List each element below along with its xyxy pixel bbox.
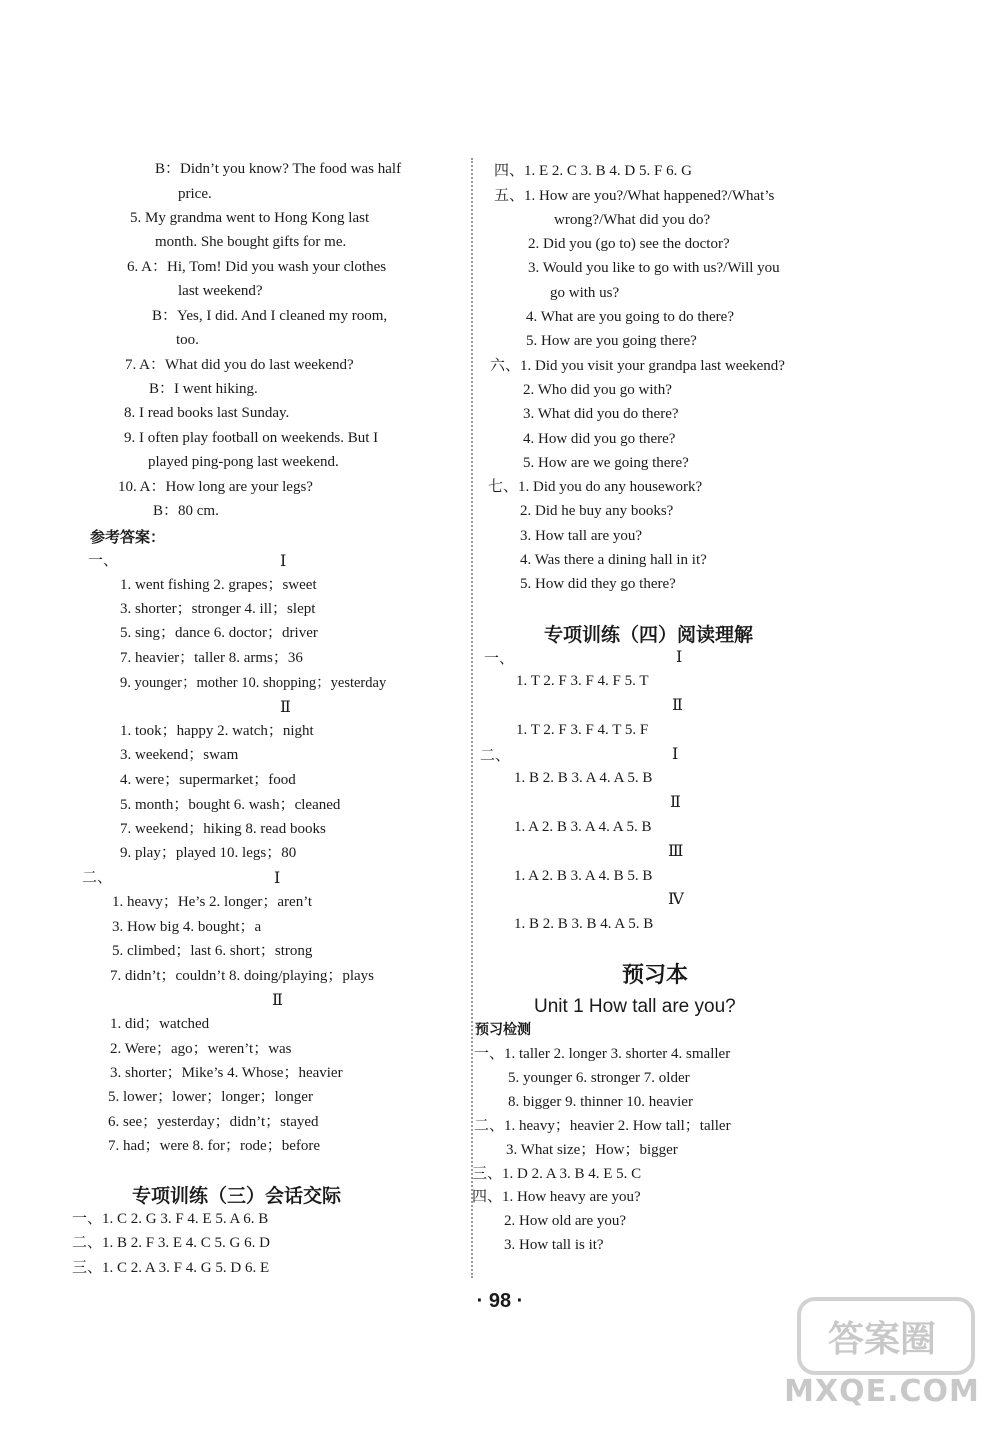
answer-line: 1. B 2. B 3. B 4. A 5. B: [514, 916, 654, 932]
section-label: 二、: [480, 748, 511, 764]
right-line: 4. What are you going to do there?: [526, 309, 734, 325]
answer-line: 5. younger 6. stronger 7. older: [508, 1070, 690, 1086]
roman-numeral: Ⅱ: [280, 697, 291, 716]
unit-title: Unit 1 How tall are you?: [534, 996, 736, 1017]
right-line: 2. Did he buy any books?: [520, 503, 674, 519]
roman-numeral: Ⅰ: [676, 647, 683, 666]
left-line: played ping-pong last weekend.: [148, 454, 339, 470]
roman-numeral: Ⅰ: [280, 551, 287, 570]
column-divider: [471, 158, 473, 1278]
preview-check-title: 预习检测: [475, 1022, 531, 1038]
left-line: last weekend?: [178, 283, 263, 299]
answer-line: 6. see；yesterday；didn’t；stayed: [108, 1114, 319, 1130]
answer-line: 2. Were；ago；weren’t；was: [110, 1041, 292, 1057]
left-line: month. She bought gifts for me.: [155, 234, 347, 250]
answer-line: 2. How old are you?: [504, 1213, 627, 1229]
answer-line: 一、1. C 2. G 3. F 4. E 5. A 6. B: [72, 1211, 269, 1227]
answer-line: 3. What size；How；bigger: [506, 1142, 678, 1158]
watermark-brand: 答案圈: [827, 1319, 936, 1360]
answer-line: 5. sing；dance 6. doctor；driver: [120, 625, 318, 641]
answer-line: 1. did；watched: [110, 1016, 210, 1032]
answer-line: 3. weekend；swam: [120, 747, 239, 763]
roman-numeral: Ⅲ: [668, 841, 684, 860]
answer-line: 1. T 2. F 3. F 4. F 5. T: [516, 673, 649, 689]
answer-line: 二、1. B 2. F 3. E 4. C 5. G 6. D: [72, 1235, 270, 1251]
right-line: 四、1. E 2. C 3. B 4. D 5. F 6. G: [494, 163, 692, 179]
left-line: price.: [178, 186, 212, 202]
right-line: 五、1. How are you?/What happened?/What’s: [494, 188, 775, 204]
answer-line: 1. heavy；He’s 2. longer；aren’t: [112, 894, 313, 910]
preview-book-title: 预习本: [622, 963, 689, 988]
left-line: B：Yes, I did. And I cleaned my room,: [152, 308, 388, 324]
answer-line: 3. How big 4. bought；a: [112, 919, 262, 935]
answer-line: 4. were；supermarket；food: [120, 772, 296, 788]
answer-line: 7. didn’t；couldn’t 8. doing/playing；plays: [110, 968, 375, 984]
answer-line: 5. month；bought 6. wash；cleaned: [120, 797, 341, 813]
right-line: 4. How did you go there?: [523, 431, 676, 447]
answer-line: 1. took；happy 2. watch；night: [120, 723, 314, 739]
answer-line: 7. had；were 8. for；rode；before: [108, 1138, 320, 1154]
section-label: 一、: [484, 651, 515, 667]
left-line: 6. A：Hi, Tom! Did you wash your clothes: [127, 259, 387, 275]
left-line: too.: [176, 332, 199, 348]
answer-line: 二、1. heavy；heavier 2. How tall；taller: [474, 1118, 731, 1134]
answer-line: 1. A 2. B 3. A 4. B 5. B: [514, 868, 653, 884]
answer-line: 1. went fishing 2. grapes；sweet: [120, 577, 317, 593]
answer-line: 5. climbed；last 6. short；strong: [112, 943, 313, 959]
roman-numeral: Ⅱ: [670, 792, 681, 811]
section-heading: 专项训练（四）阅读理解: [544, 624, 754, 646]
right-line: 七、1. Did you do any housework?: [488, 479, 703, 495]
answer-line: 四、1. How heavy are you?: [472, 1189, 641, 1205]
right-line: 4. Was there a dining hall in it?: [520, 552, 707, 568]
answer-line: 1. A 2. B 3. A 4. A 5. B: [514, 819, 652, 835]
watermark: [782, 1297, 982, 1417]
roman-numeral: Ⅰ: [672, 744, 679, 763]
answer-line: 3. How tall is it?: [504, 1237, 604, 1253]
right-line: go with us?: [550, 285, 620, 301]
answer-line: 5. lower；lower；longer；longer: [108, 1089, 313, 1105]
right-line: 5. How are you going there?: [526, 333, 697, 349]
left-line: 7. A：What did you do last weekend?: [125, 357, 354, 373]
left-line: 8. I read books last Sunday.: [124, 405, 290, 421]
answer-line: 9. younger；mother 10. shopping；yesterday: [120, 675, 387, 691]
left-line: B：80 cm.: [153, 503, 219, 519]
right-line: 5. How did they go there?: [520, 576, 676, 592]
section-heading: 专项训练（三）会话交际: [132, 1185, 342, 1207]
right-line: 5. How are we going there?: [523, 455, 689, 471]
answer-line: 7. heavier；taller 8. arms；36: [120, 650, 303, 666]
right-line: 3. How tall are you?: [520, 528, 643, 544]
answer-line: 1. T 2. F 3. F 4. T 5. F: [516, 722, 649, 738]
section-label: 二、: [82, 870, 113, 886]
right-line: wrong?/What did you do?: [554, 212, 711, 228]
right-line: 3. What did you do there?: [523, 406, 679, 422]
left-line: B：Didn’t you know? The food was half: [155, 161, 402, 177]
answer-line: 1. B 2. B 3. A 4. A 5. B: [514, 770, 653, 786]
left-line: 9. I often play football on weekends. But I: [124, 430, 379, 446]
left-line: B：I went hiking.: [149, 381, 258, 397]
answer-line: 三、1. D 2. A 3. B 4. E 5. C: [472, 1166, 642, 1182]
roman-numeral: Ⅰ: [274, 868, 281, 887]
roman-numeral: Ⅱ: [272, 990, 283, 1009]
reference-answers-title: 参考答案：: [90, 528, 166, 546]
answer-line: 3. shorter；Mike’s 4. Whose；heavier: [110, 1065, 343, 1081]
roman-numeral: Ⅱ: [672, 695, 683, 714]
answer-line: 3. shorter；stronger 4. ill；slept: [120, 601, 316, 617]
answer-line: 三、1. C 2. A 3. F 4. G 5. D 6. E: [72, 1260, 270, 1276]
right-line: 六、1. Did you visit your grandpa last weekend?: [490, 358, 785, 374]
watermark-domain: MXQE.COM: [784, 1374, 980, 1409]
page-number: · 98 ·: [476, 1290, 524, 1312]
right-line: 3. Would you like to go with us?/Will you: [528, 260, 780, 276]
answer-line: 9. play；played 10. legs；80: [120, 845, 297, 861]
section-label: 一、: [88, 553, 119, 569]
answer-line: 8. bigger 9. thinner 10. heavier: [508, 1094, 693, 1110]
right-line: 2. Who did you go with?: [523, 382, 672, 398]
answer-line: 一、1. taller 2. longer 3. shorter 4. smaller: [474, 1046, 731, 1062]
right-line: 2. Did you (go to) see the doctor?: [528, 236, 730, 252]
answer-line: 7. weekend；hiking 8. read books: [120, 821, 326, 837]
left-line: 5. My grandma went to Hong Kong last: [130, 210, 370, 226]
left-line: 10. A：How long are your legs?: [118, 479, 313, 495]
roman-numeral: Ⅳ: [668, 889, 684, 908]
